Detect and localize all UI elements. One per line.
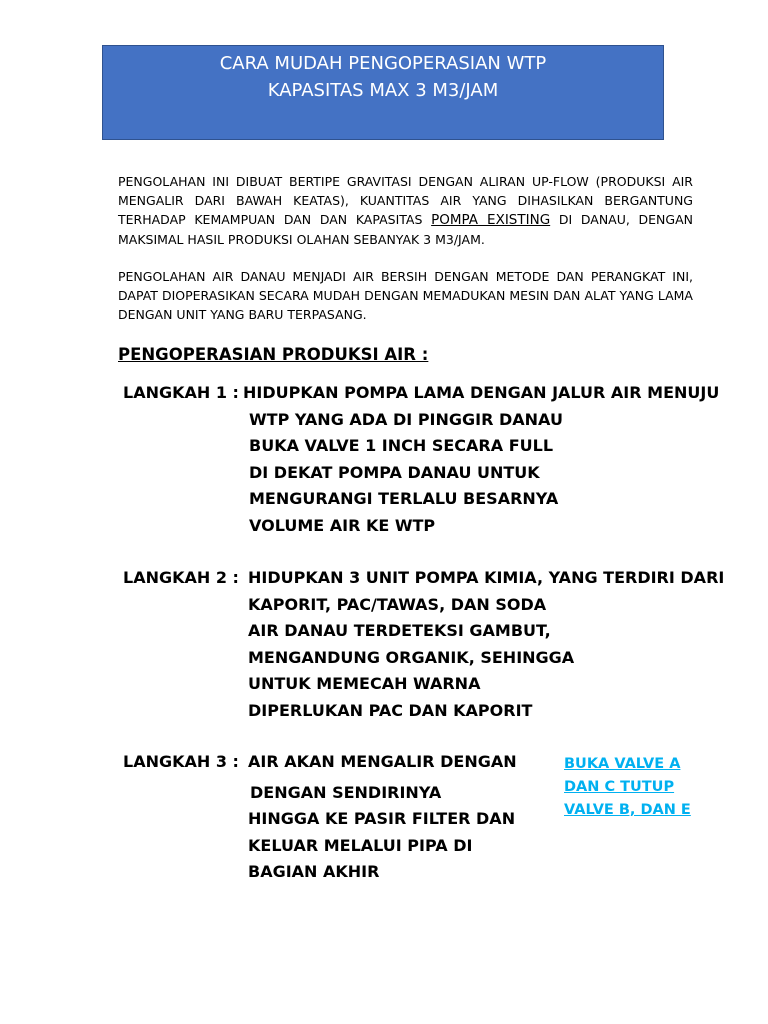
step-1-line-3: BUKA VALVE 1 INCH SECARA FULL <box>249 436 554 455</box>
title-box <box>102 45 664 140</box>
step-1-line-4: DI DEKAT POMPA DANAU UNTUK <box>249 462 540 482</box>
valve-instruction-line-3: VALVE B, DAN E <box>564 802 691 818</box>
intro-paragraph-1 <box>118 172 693 249</box>
step-3-line-1: AIR AKAN MENGALIR DENGAN <box>248 752 517 771</box>
step-3-label: LANGKAH 3 : <box>123 752 239 771</box>
step-1-line-1: HIDUPKAN POMPA LAMA DENGAN JALUR AIR MENUJU <box>243 383 720 402</box>
step-2-line-5: UNTUK MEMECAH WARNA <box>248 674 481 693</box>
intro-p1-text-a: PENGOLAHAN INI DIBUAT BERTIPE GRAVITASI DENGAN ALIRAN UP-FLOW (PRODUKSI AIR MENGALIR DARI BAWAH KEATAS), KUANTITAS AIR YANG DIHASILKAN BERGANTUNG TERHADAP KEMAMPUAN DAN DAN KAPASITAS <box>118 174 693 227</box>
valve-instruction-link[interactable] <box>564 753 691 822</box>
step-2-line-2: KAPORIT, PAC/TAWAS, DAN SODA <box>248 594 547 614</box>
pompa-existing-underlined: POMPA EXISTING <box>431 212 551 228</box>
document-title-line-1: CARA MUDAH PENGOPERASIAN WTP <box>219 53 547 74</box>
step-2-line-6: DIPERLUKAN PAC DAN KAPORIT <box>248 700 533 720</box>
step-3-text <box>248 749 517 886</box>
valve-instruction-line-1: BUKA VALVE A <box>564 756 681 772</box>
step-2-text <box>248 565 724 724</box>
step-1-text <box>243 380 719 539</box>
step-3-line-3: HINGGA KE PASIR FILTER DAN <box>248 809 516 828</box>
document-title-line-2: KAPASITAS MAX 3 M3/JAM <box>267 80 499 101</box>
step-3-line-5: BAGIAN AKHIR <box>248 862 380 881</box>
valve-instruction-line-2: DAN C TUTUP <box>564 779 675 795</box>
step-1-line-2: WTP YANG ADA DI PINGGIR DANAU <box>249 409 563 429</box>
intro-p1-text-b: DI DANAU, DENGAN MAKSIMAL HASIL PRODUKSI OLAHAN SEBANYAK 3 M3/JAM. <box>118 212 693 247</box>
step-1-line-6: VOLUME AIR KE WTP <box>249 515 436 535</box>
step-2-label: LANGKAH 2 : <box>123 568 239 587</box>
step-2-line-3: AIR DANAU TERDETEKSI GAMBUT, <box>248 621 551 640</box>
step-1-label: LANGKAH 1 : <box>123 383 239 402</box>
step-2-line-4: MENGANDUNG ORGANIK, SEHINGGA <box>248 647 575 667</box>
intro-paragraph-2: PENGOLAHAN AIR DANAU MENJADI AIR BERSIH DENGAN METODE DAN PERANGKAT INI, DAPAT DIOPERASIKAN SECARA MUDAH DENGAN MEMADUKAN MESIN DAN ALAT YANG LAMA DENGAN UNIT YANG BARU TERPASANG. <box>118 269 693 322</box>
step-1-line-5: MENGURANGI TERLALU BESARNYA <box>249 489 559 508</box>
section-heading: PENGOPERASIAN PRODUKSI AIR : <box>118 345 429 364</box>
step-3-line-4: KELUAR MELALUI PIPA DI <box>248 835 473 855</box>
step-3-line-2: DENGAN SENDIRINYA <box>250 782 442 802</box>
step-2-line-1: HIDUPKAN 3 UNIT POMPA KIMIA, YANG TERDIRI DARI <box>248 568 725 587</box>
